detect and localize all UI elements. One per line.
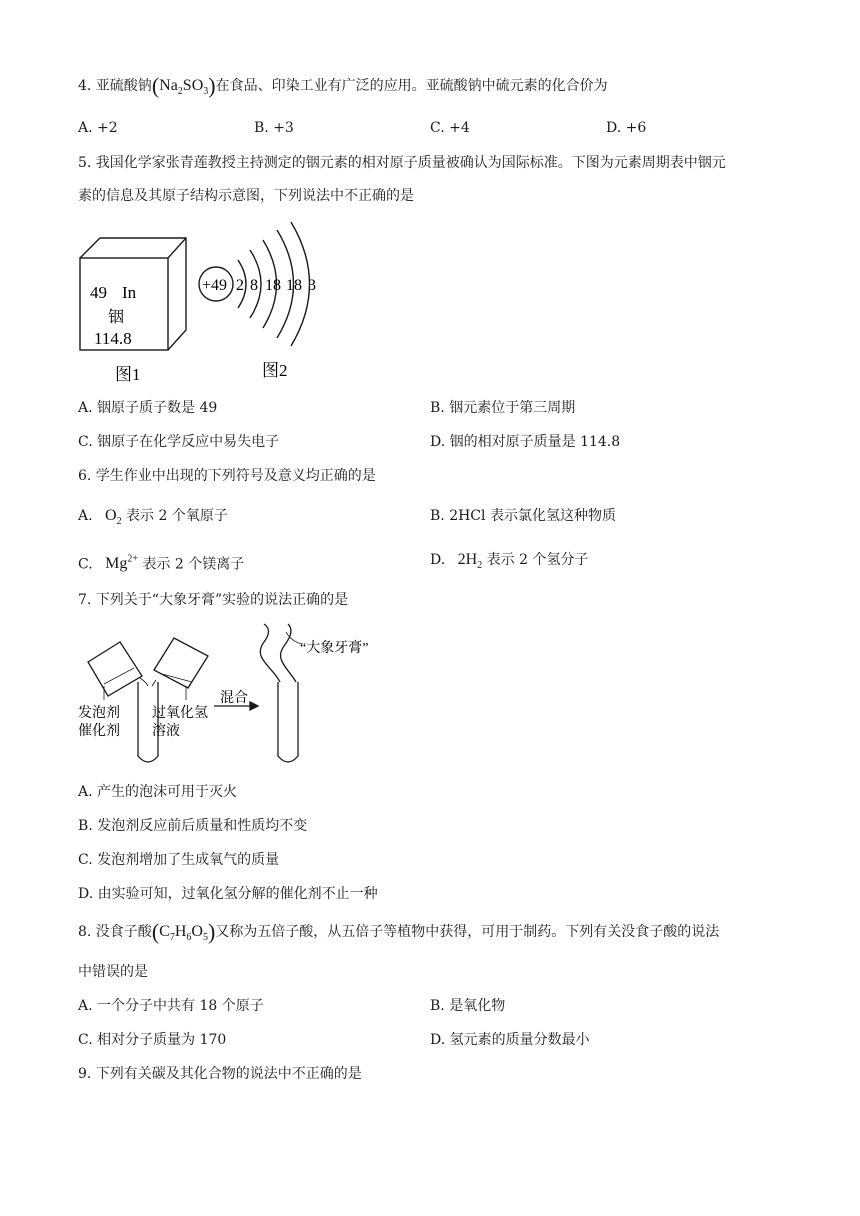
- q8-formula: [159, 923, 208, 944]
- q6-d-sub: 2: [477, 560, 483, 572]
- q6-c-sup: 2+: [127, 554, 138, 565]
- q6-option-b[interactable]: B. 2HCl 表示氯化氢这种物质: [430, 508, 616, 524]
- foaming-agent-label-1: 发泡剂: [78, 706, 120, 721]
- indium-name: 铟: [108, 309, 125, 326]
- q5-option-c[interactable]: C. 铟原子在化学反应中易失电子: [78, 434, 280, 450]
- foam-right: [281, 624, 296, 682]
- q4-formula-sub1: 2: [177, 86, 183, 98]
- q8-option-a[interactable]: A. 一个分子中共有 18 个原子: [78, 998, 264, 1014]
- figure1-caption: 图1: [115, 365, 141, 384]
- q4-formula: [159, 77, 209, 98]
- q8-option-d[interactable]: D. 氢元素的质量分数最小: [430, 1032, 590, 1048]
- indium-symbol: In: [122, 283, 137, 302]
- q6-option-a[interactable]: [78, 506, 228, 532]
- q6-option-c-label: C.: [78, 556, 93, 573]
- q6-option-a-label: A.: [78, 508, 93, 524]
- nucleus-charge: +49: [202, 277, 228, 294]
- q6-option-d-text: 表示 2 个氢分子: [486, 552, 589, 568]
- apparatus-drawing: [88, 624, 302, 762]
- q8-stem-pre: 8. 没食子酸: [78, 924, 152, 940]
- shell-2-electrons: 8: [250, 277, 258, 294]
- q7-stem: 7. 下列关于“大象牙膏”实验的说法正确的是: [78, 592, 349, 608]
- q8-stem-line2: 中错误的是: [78, 964, 148, 980]
- q4-formula-so: SO: [182, 77, 204, 94]
- foaming-agent-cup: [88, 642, 142, 696]
- foam-left: [260, 624, 280, 682]
- shell-4-electrons: 18: [286, 277, 302, 294]
- peroxide-label-1: 过氧化氢: [152, 706, 208, 721]
- q8-formula-o: O: [191, 923, 203, 940]
- q6-option-a-symbol: [105, 507, 122, 528]
- q7-option-a[interactable]: A. 产生的泡沫可用于灭火: [78, 784, 238, 800]
- q7-option-b[interactable]: B. 发泡剂反应前后质量和性质均不变: [78, 818, 308, 834]
- q5-figure: [70, 218, 340, 388]
- q8-formula-h-sub: 6: [186, 932, 192, 944]
- mix-arrow-label: 混合: [220, 691, 248, 706]
- q6-a-sym: O: [105, 507, 117, 524]
- q9-stem: 9. 下列有关碳及其化合物的说法中不正确的是: [78, 1066, 362, 1082]
- q6-a-sub: 2: [116, 516, 122, 528]
- atomic-structure-diagram: [199, 222, 316, 346]
- q8-formula-o-sub: 5: [202, 932, 208, 944]
- q8-formula-c: C: [159, 923, 170, 940]
- shell-3-electrons: 18: [265, 277, 281, 294]
- elephant-toothpaste-label: “大象牙膏”: [300, 641, 369, 656]
- peroxide-label-2: 溶液: [152, 724, 180, 739]
- q8-formula-c-sub: 7: [169, 932, 175, 944]
- q4-option-b[interactable]: B. +3: [254, 120, 294, 136]
- q8-option-c[interactable]: C. 相对分子质量为 170: [78, 1032, 227, 1048]
- q4-option-c[interactable]: C. +4: [430, 120, 470, 136]
- indium-atomic-number: 49: [90, 283, 107, 302]
- q8-stem-post: 又称为五倍子酸，从五倍子等植物中获得，可用于制药。下列有关没食子酸的说法: [215, 924, 720, 940]
- q7-option-d[interactable]: D. 由实验可知，过氧化氢分解的催化剂不止一种: [78, 886, 378, 902]
- q6-stem: 6. 学生作业中出现的下列符号及意义均正确的是: [78, 468, 376, 484]
- q6-option-c-text: 表示 2 个镁离子: [142, 556, 245, 573]
- q8-formula-h: H: [174, 923, 187, 940]
- q5-stem-line2: 素的信息及其原子结构示意图，下列说法中不正确的是: [78, 188, 414, 204]
- q5-stem-line1: 5. 我国化学家张青莲教授主持测定的铟元素的相对原子质量被确认为国际标准。下图为元素周期表中铟元: [78, 155, 726, 171]
- q6-option-d-label: D.: [430, 552, 446, 568]
- q5-option-a[interactable]: A. 铟原子质子数是 49: [78, 400, 218, 416]
- q4-option-a[interactable]: A. +2: [78, 120, 118, 136]
- figure2-caption: 图2: [262, 361, 288, 380]
- shell-5-electrons: 3: [308, 277, 316, 294]
- q4-option-d[interactable]: D. +6: [606, 120, 647, 136]
- q5-option-b[interactable]: B. 铟元素位于第三周期: [430, 400, 576, 416]
- result-test-tube: [278, 682, 298, 762]
- q6-option-d[interactable]: [430, 550, 588, 576]
- q6-c-sym: Mg: [105, 555, 128, 573]
- q6-d-sym: 2H: [457, 551, 478, 568]
- q5-option-d[interactable]: D. 铟的相对原子质量是 114.8: [430, 434, 621, 450]
- q4-formula-sub2: 3: [203, 86, 209, 98]
- q8-stem: 8. 没食子酸$(C_7H_6O_5)$又称为五倍子酸，从五倍子等植物中获得，可用于制药。下列有关没食子酸的说法: [78, 919, 720, 944]
- peroxide-cup: [154, 638, 208, 688]
- shell-1-electrons: 2: [236, 277, 244, 294]
- q4-stem: 4. 亚硫酸钠$(Na_2SO_3)$在食品、印染工业有广泛的应用。亚硫酸钠中硫元素的化合价为: [78, 73, 608, 98]
- q4-formula-na: Na: [159, 77, 178, 94]
- q6-option-c-symbol: [105, 555, 138, 572]
- q6-option-a-text: 表示 2 个氧原子: [126, 508, 228, 524]
- q4-stem-pre: 4. 亚硫酸钠: [78, 78, 152, 94]
- q8-option-b[interactable]: B. 是氧化物: [430, 998, 506, 1014]
- q7-option-c[interactable]: C. 发泡剂增加了生成氧气的质量: [78, 852, 280, 868]
- indium-atomic-mass: 114.8: [94, 329, 132, 348]
- q6-option-c[interactable]: [78, 550, 244, 574]
- q7-figure: [74, 620, 394, 770]
- foaming-agent-label-2: 催化剂: [78, 724, 120, 739]
- q4-stem-post: 在食品、印染工业有广泛的应用。亚硫酸钠中硫元素的化合价为: [215, 78, 608, 94]
- q6-option-d-symbol: [457, 551, 483, 572]
